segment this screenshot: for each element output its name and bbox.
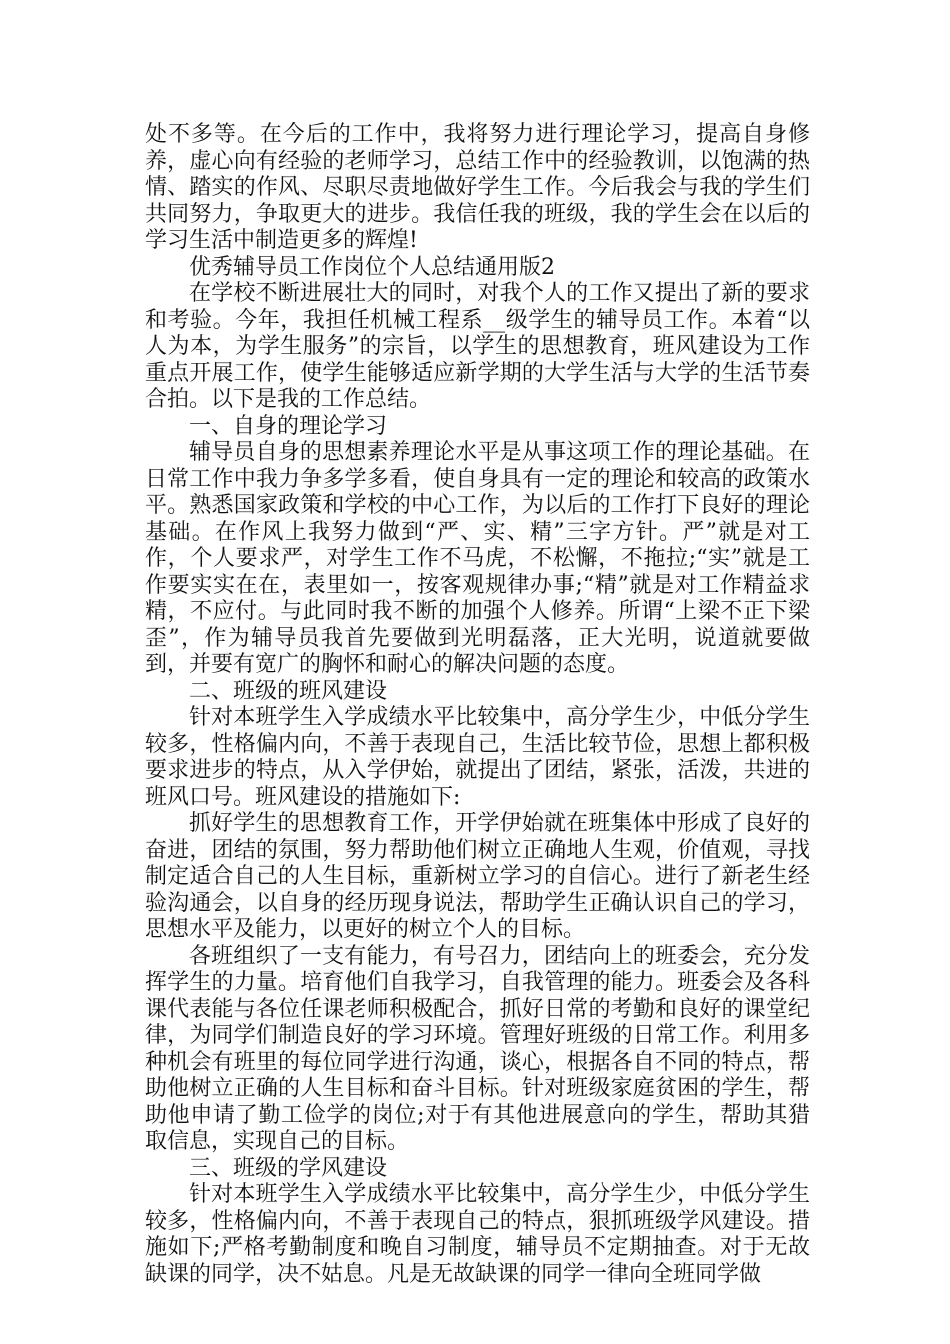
paragraph-class-committee: 各班组织了一支有能力，有号召力，团结向上的班委会，充分发挥学生的力量。培育他们自我学习，自我管理的能力。班委会及各科课代表能与各位任课老师积极配合，抓好日常的考勤和良好的课堂纪律，为同学们制造良好的学习环境。管理好班级的日常工作。利用多种机会有班里的每位同学进行沟通，谈心，根据各自不同的特点，帮助他树立正确的人生目标和奋斗目标。针对班级家庭贫困的学生，帮助他申请了勤工俭学的岗位;对于有其他进展意向的学生，帮助其猎取信息，实现自己的目标。 [145, 943, 810, 1154]
paragraph-theory-study: 辅导员自身的思想素养理论水平是从事这项工作的理论基础。在日常工作中我力争多学多看，使自身具有一定的理论和较高的政策水平。熟悉国家政策和学校的中心工作，为以后的工作打下良好的理论基础。在作风上我努力做到“严、实、精”三字方针。严”就是对工作，个人要求严，对学生工作不马虎，不松懈，不拖拉;“实”就是工作要实实在在，表里如一，按客观规律办事;“精”就是对工作精益求精，不应付。与此同时我不断的加强个人修养。所谓“上梁不正下梁歪”，作为辅导员我首先要做到光明磊落，正大光明，说道就要做到，并要有宽广的胸怀和耐心的解决问题的态度。 [145, 440, 810, 677]
paragraph-ideology-education: 抓好学生的思想教育工作，开学伊始就在班集体中形成了良好的奋进，团结的氛围，努力帮助他们树立正确地人生观，价值观，寻找制定适合自己的人生目标，重新树立学习的自信心。进行了新老生经验沟通会，以自身的经历现身说法，帮助学生正确认识自己的学习，思想水平及能力，以更好的树立个人的目标。 [145, 811, 810, 942]
heading-theory-study: 一、自身的理论学习 [189, 413, 388, 439]
document-body [145, 122, 810, 1288]
heading-study-style: 三、班级的学风建设 [189, 1155, 388, 1181]
section-title: 优秀辅导员工作岗位个人总结通用版2 [189, 254, 555, 280]
paragraph-continuation: 处不多等。在今后的工作中，我将努力进行理论学习，提高自身修养，虚心向有经验的老师学习，总结工作中的经验教训，以饱满的热情、踏实的作风、尽职尽责地做好学生工作。今后我会与我的学生们共同努力，争取更大的进步。我信任我的班级，我的学生会在以后的学习生活中制造更多的辉煌! [145, 122, 810, 253]
paragraph-class-style: 针对本班学生入学成绩水平比较集中，高分学生少，中低分学生较多，性格偏内向，不善于表现自己，生活比较节俭，思想上都积极要求进步的特点，从入学伊始，就提出了团结，紧张，活泼，共进的班风口号。班风建设的措施如下: [145, 705, 810, 810]
paragraph-study-style: 针对本班学生入学成绩水平比较集中，高分学生少，中低分学生较多，性格偏内向，不善于表现自己的特点，狠抓班级学风建设。措施如下;严格考勤制度和晚自习制度，辅导员不定期抽查。对于无故缺课的同学，决不姑息。凡是无故缺课的同学一律向全班同学做 [145, 1182, 810, 1287]
paragraph-intro: 在学校不断进展壮大的同时，对我个人的工作又提出了新的要求和考验。今年，我担任机械工程系__级学生的辅导员工作。本着“以人为本，为学生服务”的宗旨，以学生的思想教育，班风建设为工作重点开展工作，使学生能够适应新学期的大学生活与大学的生活节奏合拍。以下是我的工作总结。 [145, 281, 810, 412]
heading-class-style: 二、班级的班风建设 [189, 678, 388, 704]
